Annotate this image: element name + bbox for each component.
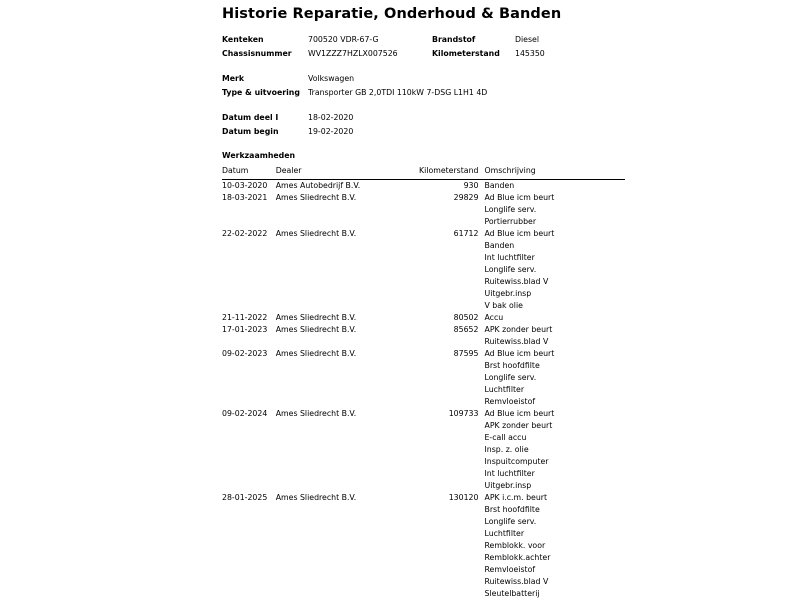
cell-kilometerstand <box>419 216 484 228</box>
cell-kilometerstand <box>419 372 484 384</box>
cell-dealer <box>276 396 419 408</box>
cell-datum <box>222 336 276 348</box>
column-header-kilometerstand: Kilometerstand <box>419 166 479 175</box>
cell-dealer <box>276 300 419 312</box>
info-row-type-uitvoering <box>222 86 632 100</box>
table-row <box>222 228 625 240</box>
table-row <box>222 204 625 216</box>
cell-omschrijving: Remblokk. voor <box>484 541 546 550</box>
page-title: Historie Reparatie, Onderhoud & Banden <box>222 6 562 22</box>
cell-datum <box>222 444 276 456</box>
cell-omschrijving: Uitgebr.insp <box>484 289 532 298</box>
cell-omschrijving: APK i.c.m. beurt <box>484 493 548 502</box>
cell-datum: 18-03-2021 <box>222 193 268 202</box>
cell-omschrijving: Luchtfilter <box>484 529 525 538</box>
cell-dealer <box>276 276 419 288</box>
cell-dealer <box>276 240 419 252</box>
table-row <box>222 432 625 444</box>
cell-dealer <box>276 204 419 216</box>
vehicle-identification-block <box>222 33 632 60</box>
table-row <box>222 348 625 360</box>
cell-datum: 09-02-2024 <box>222 409 268 418</box>
table-row <box>222 192 625 204</box>
cell-kilometerstand <box>419 576 484 588</box>
cell-kilometerstand <box>419 468 484 480</box>
cell-omschrijving: E-call accu <box>484 433 527 442</box>
cell-dealer: Ames Autobedrijf B.V. <box>275 181 361 190</box>
cell-dealer <box>276 372 419 384</box>
cell-datum <box>222 396 276 408</box>
cell-datum: 21-11-2022 <box>222 313 268 322</box>
cell-datum: 10-03-2020 <box>222 181 268 190</box>
cell-datum <box>222 360 276 372</box>
cell-dealer <box>276 552 419 564</box>
cell-kilometerstand <box>419 288 484 300</box>
cell-kilometerstand: 85652 <box>453 325 479 334</box>
cell-kilometerstand <box>419 420 484 432</box>
cell-datum <box>222 216 276 228</box>
cell-omschrijving: Longlife serv. <box>484 205 537 214</box>
cell-omschrijving: Remblokk.achter <box>484 553 551 562</box>
table-row <box>222 276 625 288</box>
cell-dealer: Ames Sliedrecht B.V. <box>275 193 357 202</box>
cell-dealer <box>276 516 419 528</box>
table-row <box>222 300 625 312</box>
cell-dealer <box>276 384 419 396</box>
cell-omschrijving: Longlife serv. <box>484 517 537 526</box>
works-table-head <box>222 165 625 180</box>
cell-datum <box>222 504 276 516</box>
cell-datum <box>222 516 276 528</box>
cell-omschrijving: Luchtfilter <box>484 385 525 394</box>
cell-dealer: Ames Sliedrecht B.V. <box>275 349 357 358</box>
cell-omschrijving: Ad Blue icm beurt <box>484 409 555 418</box>
cell-datum <box>222 276 276 288</box>
cell-datum <box>222 288 276 300</box>
cell-dealer <box>276 444 419 456</box>
value-datum-begin: 19-02-2020 <box>308 126 354 136</box>
cell-omschrijving: Insp. z. olie <box>484 445 529 454</box>
label-kilometerstand: Kilometerstand <box>432 48 500 58</box>
value-merk: Volkswagen <box>308 74 355 83</box>
cell-datum <box>222 420 276 432</box>
table-row <box>222 576 625 588</box>
cell-datum <box>222 564 276 576</box>
cell-kilometerstand <box>419 516 484 528</box>
value-chassisnummer: WV1ZZZ7HZLX007526 <box>308 48 398 58</box>
cell-dealer <box>276 456 419 468</box>
cell-dealer <box>276 480 419 492</box>
cell-datum <box>222 588 276 600</box>
cell-dealer <box>276 504 419 516</box>
cell-kilometerstand <box>419 564 484 576</box>
table-row <box>222 180 625 193</box>
table-row <box>222 288 625 300</box>
table-row <box>222 396 625 408</box>
cell-dealer <box>276 576 419 588</box>
table-row <box>222 324 625 336</box>
works-table-body <box>222 180 625 600</box>
cell-omschrijving: Ruitewiss.blad V <box>484 277 549 286</box>
cell-kilometerstand <box>419 204 484 216</box>
cell-omschrijving: Brst hoofdfilte <box>484 361 540 370</box>
cell-dealer: Ames Sliedrecht B.V. <box>275 409 357 418</box>
cell-kilometerstand: 29829 <box>453 193 479 202</box>
cell-dealer <box>276 588 419 600</box>
cell-omschrijving: APK zonder beurt <box>484 325 553 334</box>
table-row <box>222 552 625 564</box>
cell-dealer: Ames Sliedrecht B.V. <box>275 493 357 502</box>
label-brandstof: Brandstof <box>432 35 476 44</box>
table-row <box>222 456 625 468</box>
label-merk: Merk <box>222 74 245 83</box>
table-row <box>222 564 625 576</box>
cell-omschrijving: Ad Blue icm beurt <box>484 193 555 202</box>
cell-kilometerstand <box>419 456 484 468</box>
cell-datum <box>222 528 276 540</box>
cell-kilometerstand <box>419 444 484 456</box>
cell-omschrijving: Remvloeistof <box>484 565 536 574</box>
column-header-omschrijving: Omschrijving <box>484 166 536 175</box>
cell-omschrijving: Brst hoofdfilte <box>484 505 540 514</box>
cell-datum: 28-01-2025 <box>222 493 268 502</box>
cell-datum <box>222 468 276 480</box>
cell-omschrijving: Ruitewiss.blad V <box>484 337 549 346</box>
table-row <box>222 420 625 432</box>
cell-datum <box>222 372 276 384</box>
info-row-merk <box>222 72 632 86</box>
cell-dealer <box>276 360 419 372</box>
cell-omschrijving: Ad Blue icm beurt <box>484 229 555 238</box>
cell-omschrijving: Int luchtfilter <box>484 253 535 262</box>
value-kenteken: 700520 VDR-67-G <box>308 35 379 44</box>
works-header-row <box>222 165 625 180</box>
table-row <box>222 492 625 504</box>
cell-datum <box>222 252 276 264</box>
cell-kilometerstand <box>419 384 484 396</box>
cell-kilometerstand: 80502 <box>453 313 479 322</box>
cell-dealer: Ames Sliedrecht B.V. <box>275 229 357 238</box>
cell-datum <box>222 456 276 468</box>
cell-kilometerstand: 109733 <box>448 409 479 418</box>
cell-omschrijving: Remvloeistof <box>484 397 536 406</box>
table-row <box>222 264 625 276</box>
column-header-dealer: Dealer <box>275 166 302 175</box>
cell-datum: 22-02-2022 <box>222 229 268 238</box>
cell-omschrijving: APK zonder beurt <box>484 421 553 430</box>
cell-dealer <box>276 528 419 540</box>
table-row <box>222 408 625 420</box>
cell-omschrijving: Inspuitcomputer <box>484 457 549 466</box>
cell-omschrijving: Longlife serv. <box>484 373 537 382</box>
cell-dealer <box>276 288 419 300</box>
cell-kilometerstand: 930 <box>463 181 479 190</box>
value-type-uitvoering: Transporter GB 2,0TDI 110kW 7-DSG L1H1 4D <box>308 87 488 97</box>
cell-kilometerstand <box>419 252 484 264</box>
cell-datum <box>222 204 276 216</box>
value-brandstof: Diesel <box>515 35 539 44</box>
table-row <box>222 528 625 540</box>
cell-kilometerstand <box>419 264 484 276</box>
cell-dealer <box>276 252 419 264</box>
table-row <box>222 312 625 324</box>
table-row <box>222 336 625 348</box>
label-kenteken: Kenteken <box>222 35 264 44</box>
label-type-uitvoering: Type & uitvoering <box>222 87 300 97</box>
cell-datum <box>222 264 276 276</box>
cell-kilometerstand <box>419 360 484 372</box>
table-row <box>222 252 625 264</box>
cell-omschrijving: Sleutelbatterij <box>484 589 540 598</box>
value-datum-deel-1: 18-02-2020 <box>308 113 354 122</box>
spacer <box>222 99 632 111</box>
vehicle-model-block <box>222 72 632 99</box>
table-row <box>222 588 625 600</box>
cell-kilometerstand: 130120 <box>448 493 479 502</box>
label-chassisnummer: Chassisnummer <box>222 48 292 58</box>
table-row <box>222 516 625 528</box>
cell-dealer <box>276 420 419 432</box>
table-row <box>222 240 625 252</box>
cell-omschrijving: Banden <box>484 241 515 250</box>
cell-dealer <box>276 540 419 552</box>
cell-kilometerstand <box>419 300 484 312</box>
vehicle-dates-block <box>222 111 632 138</box>
table-row <box>222 372 625 384</box>
cell-kilometerstand <box>419 276 484 288</box>
cell-omschrijving: Uitgebr.insp <box>484 481 532 490</box>
cell-kilometerstand <box>419 396 484 408</box>
cell-omschrijving: Banden <box>484 181 515 190</box>
cell-datum <box>222 432 276 444</box>
cell-omschrijving: Accu <box>484 313 504 322</box>
cell-kilometerstand <box>419 504 484 516</box>
table-row <box>222 444 625 456</box>
table-row <box>222 504 625 516</box>
label-datum-deel-1: Datum deel I <box>222 113 279 122</box>
cell-kilometerstand <box>419 540 484 552</box>
cell-kilometerstand <box>419 480 484 492</box>
cell-dealer <box>276 432 419 444</box>
spacer <box>222 60 632 72</box>
cell-kilometerstand <box>419 240 484 252</box>
cell-kilometerstand: 61712 <box>453 229 479 238</box>
cell-omschrijving: Longlife serv. <box>484 265 537 274</box>
cell-dealer <box>276 468 419 480</box>
info-row-kenteken <box>222 33 632 47</box>
cell-dealer <box>276 336 419 348</box>
cell-kilometerstand <box>419 528 484 540</box>
document-content <box>222 33 632 600</box>
cell-omschrijving: V bak olie <box>484 301 523 310</box>
cell-kilometerstand <box>419 552 484 564</box>
cell-datum <box>222 300 276 312</box>
cell-omschrijving: Int luchtfilter <box>484 469 535 478</box>
table-row <box>222 360 625 372</box>
table-row <box>222 540 625 552</box>
table-row <box>222 468 625 480</box>
cell-datum: 09-02-2023 <box>222 349 268 358</box>
info-row-datum-begin <box>222 125 632 139</box>
column-header-datum: Datum <box>222 166 249 175</box>
cell-datum <box>222 552 276 564</box>
cell-dealer <box>276 564 419 576</box>
cell-kilometerstand <box>419 588 484 600</box>
cell-datum <box>222 384 276 396</box>
cell-dealer <box>276 216 419 228</box>
cell-omschrijving: Ruitewiss.blad V <box>484 577 549 586</box>
cell-datum <box>222 540 276 552</box>
cell-dealer: Ames Sliedrecht B.V. <box>275 313 357 322</box>
cell-datum <box>222 576 276 588</box>
works-section-title: Werkzaamheden <box>222 151 296 160</box>
table-row <box>222 216 625 228</box>
works-table <box>222 165 625 600</box>
label-datum-begin: Datum begin <box>222 126 279 136</box>
value-kilometerstand: 145350 <box>515 48 545 58</box>
cell-dealer <box>276 264 419 276</box>
cell-kilometerstand <box>419 432 484 444</box>
table-row <box>222 384 625 396</box>
cell-datum: 17-01-2023 <box>222 325 268 334</box>
info-row-chassisnummer <box>222 47 632 61</box>
cell-kilometerstand: 87595 <box>453 349 479 358</box>
cell-datum <box>222 240 276 252</box>
cell-datum <box>222 480 276 492</box>
table-row <box>222 480 625 492</box>
cell-omschrijving: Ad Blue icm beurt <box>484 349 555 358</box>
cell-omschrijving: Portierrubber <box>484 217 537 226</box>
info-row-datum-deel-1 <box>222 111 632 125</box>
cell-kilometerstand <box>419 336 484 348</box>
cell-dealer: Ames Sliedrecht B.V. <box>275 325 357 334</box>
